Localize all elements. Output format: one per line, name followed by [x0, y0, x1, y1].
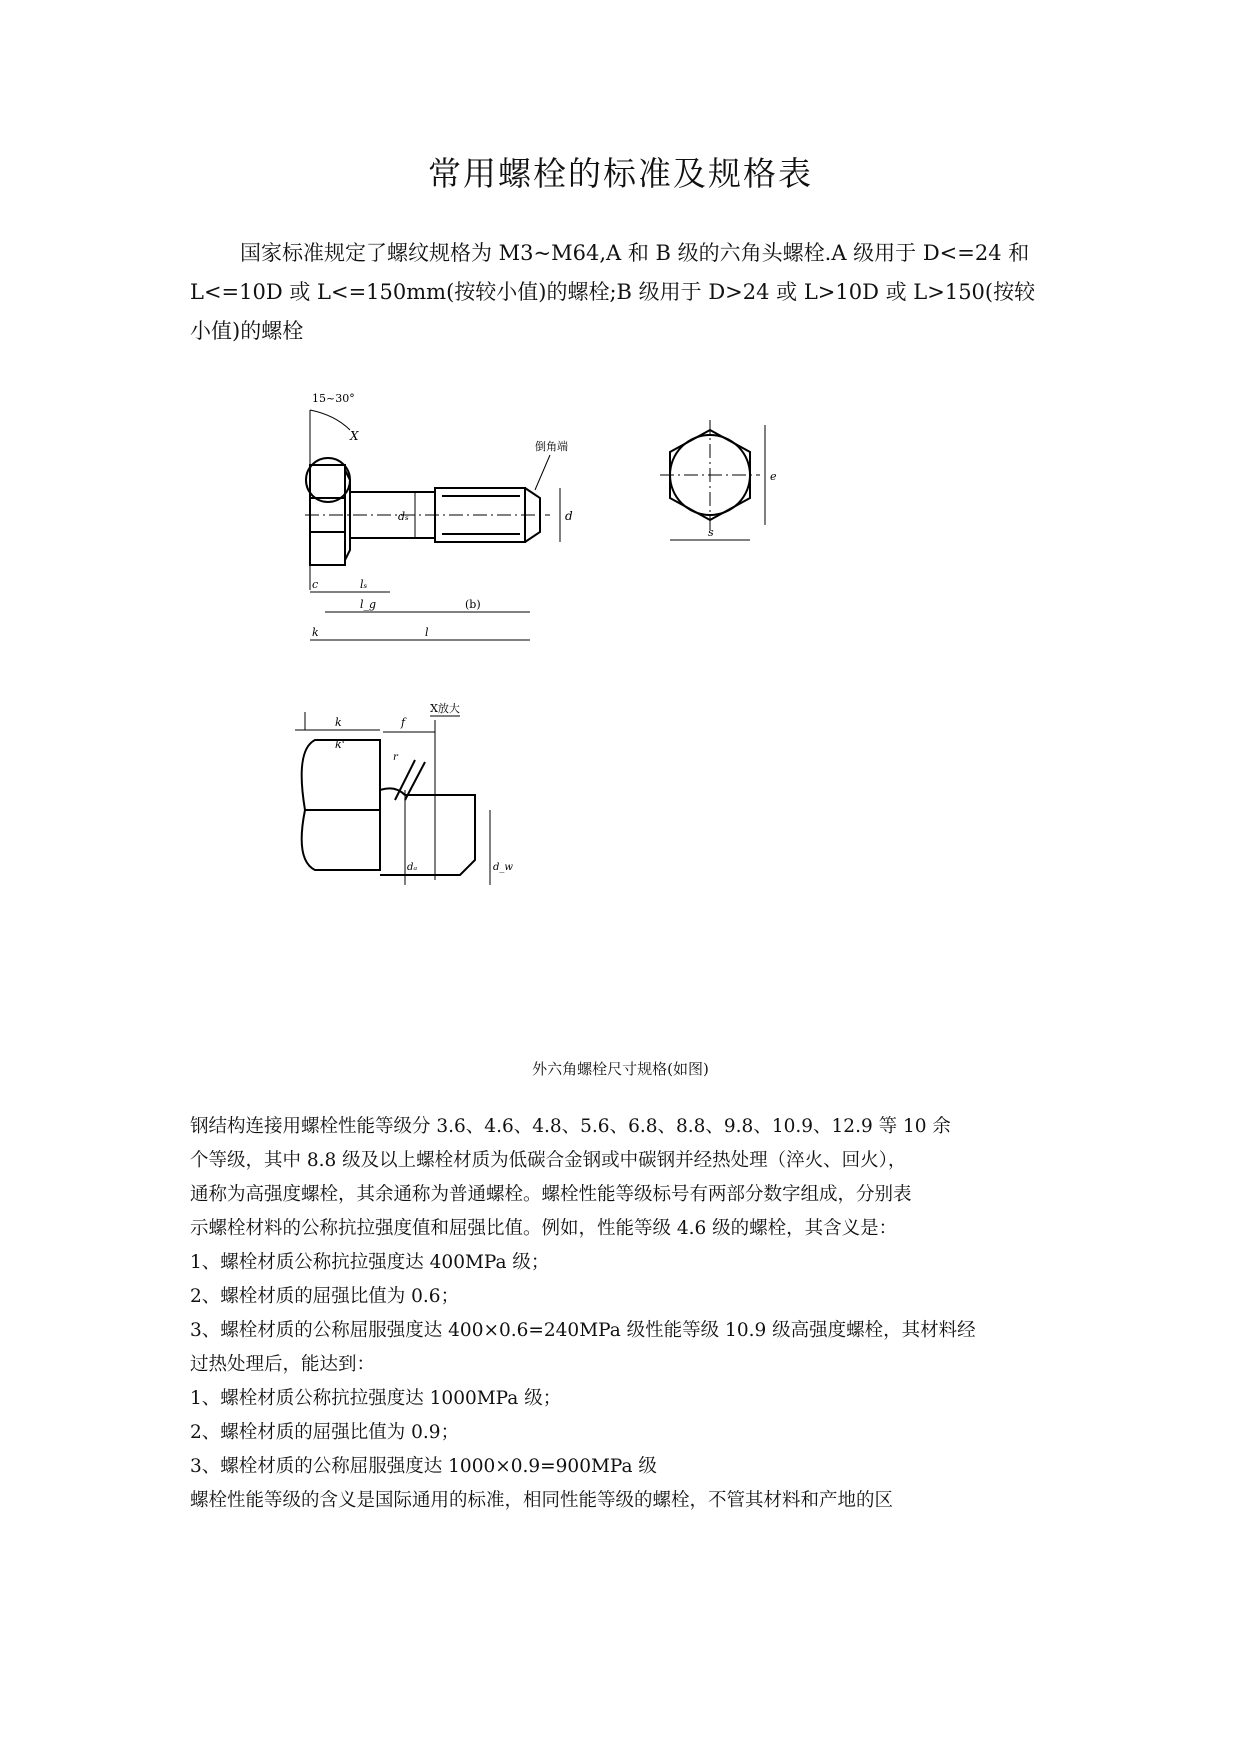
chamfer-label: 倒角端 [535, 440, 568, 453]
l-label: l [425, 626, 429, 639]
ls-label: lₛ [360, 578, 368, 591]
body-line: 1、螺栓材质公称抗拉强度达 1000MPa 级； [190, 1388, 562, 1409]
page-title: 常用螺栓的标准及规格表 [428, 154, 813, 193]
s-label: s [708, 526, 714, 539]
detail-r-label: r [393, 752, 398, 763]
ds-label: dₛ [398, 510, 409, 523]
body-line: 2、螺栓材质的屈强比值为 0.6； [190, 1286, 460, 1307]
detail-dw-label: d_w [493, 862, 513, 873]
body-line: 3、螺栓材质的公称屈服强度达 400×0.6=240MPa 级性能等级 10.9 级高强度螺栓，其材料经 [190, 1320, 976, 1341]
detail-da-label: dₐ [407, 862, 418, 873]
detail-f-label: f [401, 716, 406, 729]
c-label: c [312, 578, 319, 591]
body-line: 螺栓性能等级的含义是国际通用的标准，相同性能等级的螺栓，不管其材料和产地的区 [190, 1490, 894, 1511]
body-line: 过热处理后，能达到： [190, 1354, 376, 1375]
figure-caption: 外六角螺栓尺寸规格(如图) [532, 1060, 709, 1078]
angle-label: 15~30° [312, 392, 355, 405]
lg-label: l_g [360, 598, 377, 611]
k-label: k [312, 626, 319, 639]
e-label: e [770, 470, 777, 483]
detail-label: X放大 [430, 702, 460, 715]
bolt-dimension-drawing [290, 380, 910, 670]
detail-kp-label: k' [335, 738, 345, 751]
body-line: 示螺栓材料的公称抗拉强度值和屈强比值。例如，性能等级 4.6 级的螺栓，其含义是： [190, 1218, 898, 1239]
b-label: (b) [465, 598, 481, 611]
body-line: 3、螺栓材质的公称屈服强度达 1000×0.9=900MPa 级 [190, 1456, 657, 1477]
d-label: d [565, 509, 573, 523]
body-line: 2、螺栓材质的屈强比值为 0.9； [190, 1422, 460, 1443]
body-text [190, 1110, 1060, 1518]
intro-paragraph [190, 234, 1052, 351]
intro-text: 国家标准规定了螺纹规格为 M3~M64,A 和 B 级的六角头螺栓.A 级用于 D<=24 和 L<=10D 或 L<=150mm(按较小值)的螺栓;B 级用于 D>24 或 L>10D 或 L>150(按较小值)的螺栓 [190, 241, 1036, 343]
body-line: 钢结构连接用螺栓性能等级分 3.6、4.6、4.8、5.6、6.8、8.8、9.8、10.9、12.9 等 10 余 [190, 1116, 951, 1137]
detail-k-label: k [335, 716, 342, 729]
x-label: X [350, 429, 359, 443]
body-line: 个等级，其中 8.8 级及以上螺栓材质为低碳合金钢或中碳钢并经热处理（淬火、回火）， [190, 1150, 907, 1171]
bolt-detail-drawing [295, 700, 595, 1000]
body-line: 通称为高强度螺栓，其余通称为普通螺栓。螺栓性能等级标号有两部分数字组成，分别表 [190, 1184, 912, 1205]
body-line: 1、螺栓材质公称抗拉强度达 400MPa 级； [190, 1252, 550, 1273]
